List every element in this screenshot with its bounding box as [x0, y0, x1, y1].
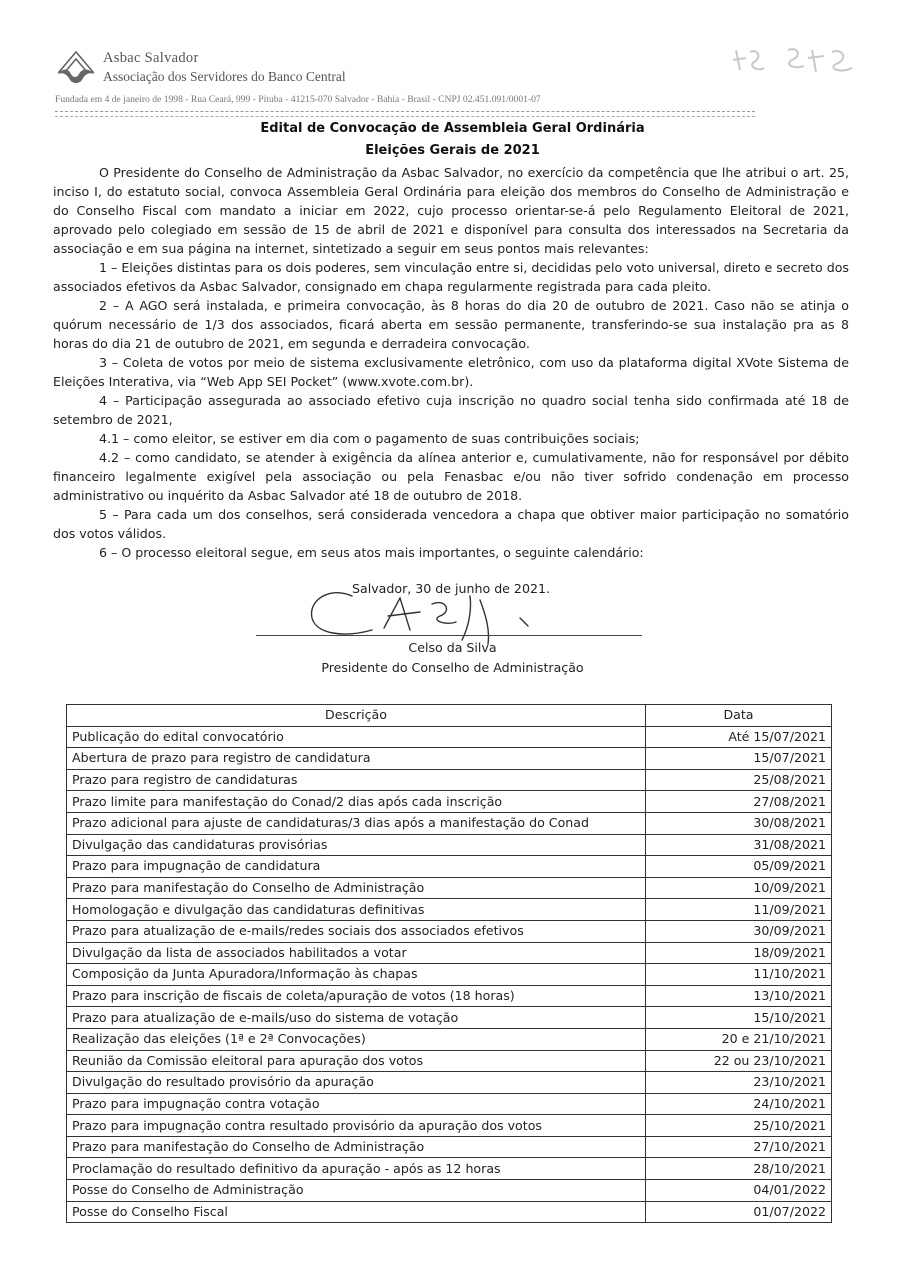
paragraph-intro: O Presidente do Conselho de Administração da Asbac Salvador, no exercício da competência que lhe atribui o art. 25, inciso I, do estatuto social, convoca Assembleia Geral Ordinária para eleição dos membros do Conselho de Administração e do Conselho Fiscal com mandato a iniciar em 2022, cujo processo orientar-se-á pelo Regulamento Eleitoral de 2021, aprovado pelo colegiado em sessão de 15 de abril de 2021 e disponível para consulta dos interessados na Secretaria da associação e em sua página na internet, sintetizado a seguir em seus pontos mais relevantes:	[53, 165, 849, 256]
event-description: Prazo para manifestação do Conselho de Administração	[67, 1136, 646, 1158]
table-row	[67, 1050, 832, 1072]
table-row	[67, 726, 832, 748]
event-description: Prazo limite para manifestação do Conad/2 dias após cada inscrição	[67, 791, 646, 813]
place-and-date: Salvador, 30 de junho de 2021.	[352, 581, 550, 596]
column-header-description: Descrição	[67, 705, 646, 727]
event-date: 15/10/2021	[646, 1007, 832, 1029]
table-row	[67, 812, 832, 834]
org-address: Fundada em 4 de janeiro de 1998 - Rua Ceará, 999 - Pituba - 41215-070 Salvador - Bahia - Brasil - CNPJ 02.451.091/0001-07	[55, 94, 541, 105]
event-date: 05/09/2021	[646, 856, 832, 878]
signature-line	[256, 635, 642, 636]
event-description: Prazo adicional para ajuste de candidaturas/3 dias após a manifestação do Conad	[67, 812, 646, 834]
asbac-logo-icon	[55, 50, 97, 86]
event-description: Prazo para impugnação contra resultado provisório da apuração dos votos	[67, 1115, 646, 1137]
event-description: Realização das eleições (1ª e 2ª Convocações)	[67, 1028, 646, 1050]
event-date: 18/09/2021	[646, 942, 832, 964]
table-header-row	[67, 705, 832, 727]
paragraph-item-3: 3 – Coleta de votos por meio de sistema exclusivamente eletrônico, com uso da plataforma digital XVote Sistema de Eleições Interativa, via “Web App SEI Pocket” (www.xvote.com.br).	[53, 355, 849, 389]
event-date: 23/10/2021	[646, 1072, 832, 1094]
header-divider-secondary	[55, 116, 755, 117]
event-date: 30/09/2021	[646, 920, 832, 942]
table-row	[67, 920, 832, 942]
paragraph-item-5: 5 – Para cada um dos conselhos, será considerada vencedora a chapa que obtiver maior participação no somatório dos votos válidos.	[53, 507, 849, 541]
election-calendar-table	[66, 704, 832, 1223]
event-date: 01/07/2022	[646, 1201, 832, 1223]
paragraph-item-4-1: 4.1 – como eleitor, se estiver em dia com o pagamento de suas contribuições sociais;	[99, 431, 640, 446]
event-date: 25/08/2021	[646, 769, 832, 791]
event-description: Divulgação das candidaturas provisórias	[67, 834, 646, 856]
document-title: Edital de Convocação de Assembleia Geral Ordinária	[260, 121, 645, 136]
event-date: 22 ou 23/10/2021	[646, 1050, 832, 1072]
event-date: 31/08/2021	[646, 834, 832, 856]
org-subtitle: Associação dos Servidores do Banco Central	[103, 69, 346, 84]
event-description: Prazo para registro de candidaturas	[67, 769, 646, 791]
paragraph-item-6: 6 – O processo eleitoral segue, em seus atos mais importantes, o seguinte calendário:	[99, 545, 644, 560]
event-date: 30/08/2021	[646, 812, 832, 834]
event-description: Divulgação do resultado provisório da apuração	[67, 1072, 646, 1094]
event-date: 15/07/2021	[646, 748, 832, 770]
table-row	[67, 1136, 832, 1158]
event-description: Publicação do edital convocatório	[67, 726, 646, 748]
org-name: Asbac Salvador	[103, 50, 199, 66]
event-description: Posse do Conselho Fiscal	[67, 1201, 646, 1223]
event-description: Prazo para atualização de e-mails/uso do sistema de votação	[67, 1007, 646, 1029]
table-row	[67, 856, 832, 878]
event-date: 10/09/2021	[646, 877, 832, 899]
event-description: Divulgação da lista de associados habilitados a votar	[67, 942, 646, 964]
event-description: Prazo para manifestação do Conselho de Administração	[67, 877, 646, 899]
header-divider	[55, 111, 755, 112]
event-date: 25/10/2021	[646, 1115, 832, 1137]
paragraph-item-2: 2 – A AGO será instalada, e primeira convocação, às 8 horas do dia 20 de outubro de 2021. Caso não se atinja o quórum necessário de 1/3 dos associados, ficará aberta em sessão permanente, transferindo-se sua instalação pra as 8 horas do dia 21 de outubro de 2021, em segunda e derradeira convocação.	[53, 298, 849, 351]
event-description: Proclamação do resultado definitivo da apuração - após as 12 horas	[67, 1158, 646, 1180]
column-header-date: Data	[646, 705, 832, 727]
table-row	[67, 1093, 832, 1115]
table-row	[67, 1072, 832, 1094]
table-body	[67, 726, 832, 1223]
table-row	[67, 1115, 832, 1137]
event-description: Posse do Conselho de Administração	[67, 1180, 646, 1202]
event-date: 04/01/2022	[646, 1180, 832, 1202]
table-row	[67, 1028, 832, 1050]
event-description: Reunião da Comissão eleitoral para apuração dos votos	[67, 1050, 646, 1072]
table-row	[67, 877, 832, 899]
event-date: 20 e 21/10/2021	[646, 1028, 832, 1050]
event-description: Prazo para impugnação de candidatura	[67, 856, 646, 878]
event-date: 27/10/2021	[646, 1136, 832, 1158]
table-row	[67, 985, 832, 1007]
event-description: Abertura de prazo para registro de candidatura	[67, 748, 646, 770]
event-date: 24/10/2021	[646, 1093, 832, 1115]
event-description: Prazo para atualização de e-mails/redes sociais dos associados efetivos	[67, 920, 646, 942]
paragraph-item-4: 4 – Participação assegurada ao associado efetivo cuja inscrição no quadro social tenha sido confirmada até 18 de setembro de 2021,	[53, 393, 849, 427]
event-date: 27/08/2021	[646, 791, 832, 813]
event-description: Prazo para inscrição de fiscais de coleta/apuração de votos (18 horas)	[67, 985, 646, 1007]
table-row	[67, 1201, 832, 1223]
table-row	[67, 769, 832, 791]
event-date: 13/10/2021	[646, 985, 832, 1007]
table-row	[67, 942, 832, 964]
event-date: 11/09/2021	[646, 899, 832, 921]
signatory-name: Celso da Silva	[408, 640, 497, 655]
event-date: 28/10/2021	[646, 1158, 832, 1180]
table-row	[67, 1180, 832, 1202]
event-date: Até 15/07/2021	[646, 726, 832, 748]
table-row	[67, 1007, 832, 1029]
paragraph-item-4-2: 4.2 – como candidato, se atender à exigência da alínea anterior e, cumulativamente, não for responsável por débito financeiro legalmente exigível pela associação ou pela Fenasbac e/ou não tiver sofrido condenação em processo administrativo ou inquérito da Asbac Salvador até 18 de outubro de 2018.	[53, 450, 849, 503]
table-row	[67, 748, 832, 770]
table-row	[67, 834, 832, 856]
document-body	[53, 163, 849, 562]
event-date: 11/10/2021	[646, 964, 832, 986]
signatory-role: Presidente do Conselho de Administração	[321, 660, 584, 675]
table-row	[67, 964, 832, 986]
document-subtitle: Eleições Gerais de 2021	[365, 143, 540, 158]
event-description: Prazo para impugnação contra votação	[67, 1093, 646, 1115]
table-row	[67, 1158, 832, 1180]
paragraph-item-1: 1 – Eleições distintas para os dois poderes, sem vinculação entre si, decididas pelo voto universal, direto e secreto dos associados efetivos da Asbac Salvador, consignado em chapa regularmente registrada para cada pleito.	[53, 260, 849, 294]
event-description: Composição da Junta Apuradora/Informação às chapas	[67, 964, 646, 986]
faded-stamp	[728, 40, 858, 80]
event-description: Homologação e divulgação das candidaturas definitivas	[67, 899, 646, 921]
table-row	[67, 899, 832, 921]
table-row	[67, 791, 832, 813]
